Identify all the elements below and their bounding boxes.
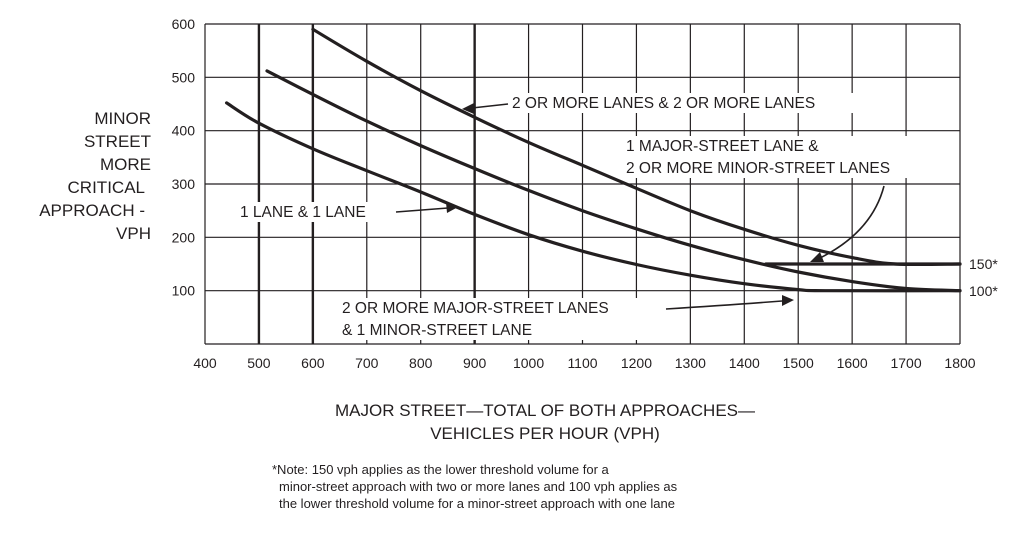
end-label-100: 100* [969, 283, 998, 299]
x-label-line: MAJOR STREET—TOTAL OF BOTH APPROACHES— [334, 401, 756, 420]
grid [205, 24, 960, 344]
arrow-2lanes [472, 104, 508, 108]
annotations [237, 93, 940, 340]
label-2major-1minor-line1: 2 OR MORE MAJOR-STREET LANES [342, 300, 609, 317]
label-2major-1minor-line2: & 1 MINOR-STREET LANE [342, 322, 533, 339]
footnote [272, 462, 678, 511]
label-1major-2minor-line1: 1 MAJOR-STREET LANE & [626, 138, 819, 155]
note-line: the lower threshold volume for a minor-street approach with one lane [279, 496, 675, 511]
x-tick-label: 900 [462, 355, 487, 371]
x-axis-label [335, 401, 755, 443]
y-tick-label: 600 [171, 16, 195, 32]
arrow-2major-1minor [666, 301, 782, 309]
label-1major-2minor-line2: 2 OR MORE MINOR-STREET LANES [626, 160, 891, 177]
y-axis-label [39, 109, 151, 243]
y-label-line: CRITICAL [67, 178, 145, 197]
x-tick-label: 1200 [620, 355, 653, 371]
x-tick-label: 1600 [836, 355, 868, 371]
x-tick-label: 800 [409, 355, 433, 371]
y-tick-label: 500 [171, 69, 195, 86]
label-1lane-1lane: 1 LANE & 1 LANE [240, 204, 366, 221]
y-label-line: APPROACH - [39, 201, 145, 220]
x-tick-label: 1400 [728, 355, 760, 371]
note-line: minor-street approach with two or more lanes and 100 vph applies as [279, 479, 678, 494]
x-tick-label: 400 [193, 355, 217, 371]
label-2lanes-2lanes: 2 OR MORE LANES & 2 OR MORE LANES [512, 95, 816, 112]
leader-arrows [396, 104, 884, 309]
x-tick-label: 1100 [567, 355, 598, 371]
x-tick-label: 1700 [890, 355, 922, 371]
x-tick-label: 600 [301, 355, 325, 371]
y-tick-label: 100 [171, 282, 195, 299]
x-tick-label: 1800 [944, 355, 976, 371]
note-line: *Note: 150 vph applies as the lower threshold volume for a [272, 462, 609, 477]
x-tick-label: 700 [355, 355, 379, 371]
y-label-line: MINOR [94, 109, 151, 128]
y-label-line: MORE [100, 155, 151, 174]
x-tick-label: 500 [247, 355, 271, 371]
y-tick-label: 200 [171, 229, 195, 246]
arrowhead [810, 252, 824, 262]
y-tick-label: 300 [171, 176, 195, 192]
x-tick-label: 1500 [782, 355, 814, 371]
y-tick-label: 400 [171, 122, 195, 139]
y-label-line: VPH [116, 224, 151, 243]
arrowheads [446, 103, 824, 306]
arrow-1lane [396, 208, 448, 212]
end-label-150: 150* [969, 256, 998, 272]
x-tick-label: 1000 [512, 355, 545, 371]
y-label-line: STREET [83, 132, 151, 151]
x-label-line: VEHICLES PER HOUR (VPH) [430, 424, 660, 443]
x-tick-label: 1300 [674, 355, 706, 371]
arrowhead [782, 295, 794, 306]
